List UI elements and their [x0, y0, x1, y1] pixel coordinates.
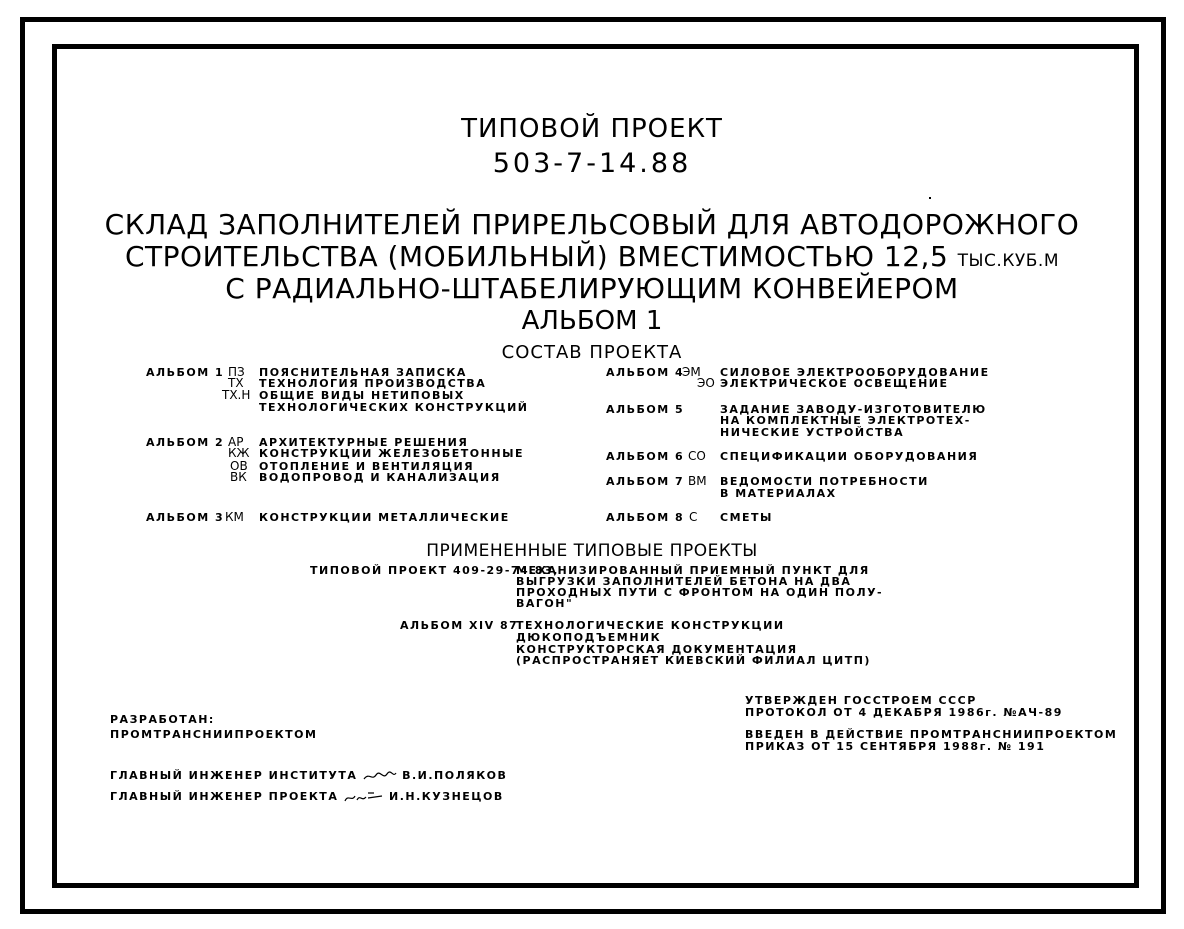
applied-0-line-1: ВЫГРУЗКИ ЗАПОЛНИТЕЛЕЙ БЕТОНА НА ДВА — [516, 575, 852, 588]
signature-row-2 — [110, 790, 504, 804]
album-8-item-0: СМЕТЫ — [720, 511, 773, 524]
signature-name-2: И.Н.КУЗНЕЦОВ — [389, 790, 504, 803]
applied-1-line-0: ТЕХНОЛОГИЧЕСКИЕ КОНСТРУКЦИИ — [516, 619, 785, 632]
album-3-item-0: КОНСТРУКЦИИ МЕТАЛЛИЧЕСКИЕ — [259, 511, 510, 524]
applied-0-line-3: ВАГОН" — [516, 597, 574, 610]
approval-line-2: ПРОТОКОЛ ОТ 4 ДЕКАБРЯ 1986г. №АЧ-89 — [745, 706, 1063, 719]
album-7-label: АЛЬБОМ 7 — [606, 475, 685, 488]
title-line-1: СКЛАД ЗАПОЛНИТЕЛЕЙ ПРИРЕЛЬСОВЫЙ ДЛЯ АВТОДОРОЖНОГО — [104, 208, 1080, 241]
applied-ref-0: ТИПОВОЙ ПРОЕКТ 409-29-74.83, — [310, 564, 559, 577]
project-number: 503-7-14.88 — [492, 148, 692, 179]
album-5-item-1: НА КОМПЛЕКТНЫЕ ЭЛЕКТРОТЕХ- — [720, 414, 971, 427]
album-1-code-2: ТХ.Н — [222, 388, 251, 402]
album-1-label: АЛЬБОМ 1 — [146, 366, 225, 379]
applied-0-line-2: ПРОХОДНЫХ ПУТИ С ФРОНТОМ НА ОДИН ПОЛУ- — [516, 586, 884, 599]
approval-line-4: ПРИКАЗ ОТ 15 СЕНТЯБРЯ 1988г. № 191 — [745, 740, 1046, 753]
album-8-label: АЛЬБОМ 8 — [606, 511, 685, 524]
project-type-label: ТИПОВОЙ ПРОЕКТ — [461, 114, 723, 144]
album-7-item-1: В МАТЕРИАЛАХ — [720, 487, 837, 500]
album-5-item-0: ЗАДАНИЕ ЗАВОДУ-ИЗГОТОВИТЕЛЮ — [720, 403, 987, 416]
composition-heading: СОСТАВ ПРОЕКТА — [501, 342, 683, 363]
album-2-code-3: ВК — [230, 470, 247, 484]
album-2-code-0: АР — [228, 435, 244, 449]
approval-line-3: ВВЕДЕН В ДЕЙСТВИЕ ПРОМТРАНСНИИПРОЕКТОМ — [745, 728, 1118, 741]
album-1-item-1: ТЕХНОЛОГИЯ ПРОИЗВОДСТВА — [259, 377, 487, 390]
signature-row-1 — [110, 770, 507, 782]
album-2-item-0: АРХИТЕКТУРНЫЕ РЕШЕНИЯ — [259, 436, 469, 449]
speck — [929, 197, 931, 199]
album-4-code-0: ЭМ — [682, 365, 701, 379]
album-1-item-2: ОБЩИЕ ВИДЫ НЕТИПОВЫХ — [259, 389, 465, 402]
applied-1-line-3: (РАСПРОСТРАНЯЕТ КИЕВСКИЙ ФИЛИАЛ ЦИТП) — [516, 654, 871, 667]
applied-ref-1: АЛЬБОМ XIV 87 — [400, 619, 519, 632]
signature-role-1: ГЛАВНЫЙ ИНЖЕНЕР ИНСТИТУТА — [110, 769, 358, 782]
album-8-code-0: С — [689, 510, 698, 524]
album-2-item-3: ВОДОПРОВОД И КАНАЛИЗАЦИЯ — [259, 471, 501, 484]
approval-line-1: УТВЕРЖДЕН ГОССТРОЕМ СССР — [745, 694, 977, 707]
signature-role-2: ГЛАВНЫЙ ИНЖЕНЕР ПРОЕКТА — [110, 790, 339, 803]
album-1-item-0: ПОЯСНИТЕЛЬНАЯ ЗАПИСКА — [259, 366, 467, 379]
developer-label: РАЗРАБОТАН: — [110, 713, 215, 726]
applied-1-line-1: ДЮКОПОДЪЕМНИК — [516, 631, 662, 644]
handwritten-signature-1 — [363, 770, 397, 782]
title-line-2-text: СТРОИТЕЛЬСТВА (МОБИЛЬНЫЙ) ВМЕСТИМОСТЬЮ 12,5 — [125, 240, 949, 273]
album-1-item-3: ТЕХНОЛОГИЧЕСКИХ КОНСТРУКЦИЙ — [259, 401, 529, 414]
album-1-code-0: ПЗ — [228, 365, 245, 379]
album-6-label: АЛЬБОМ 6 — [606, 450, 685, 463]
album-7-code-0: ВМ — [688, 474, 707, 488]
title-line-2 — [0, 240, 1184, 273]
album-2-code-1: КЖ — [228, 446, 250, 460]
album-number: АЛЬБОМ 1 — [521, 306, 663, 336]
developer-org: ПРОМТРАНСНИИПРОЕКТОМ — [110, 728, 318, 741]
album-4-item-0: СИЛОВОЕ ЭЛЕКТРООБОРУДОВАНИЕ — [720, 366, 990, 379]
album-2-item-2: ОТОПЛЕНИЕ И ВЕНТИЛЯЦИЯ — [259, 460, 475, 473]
applied-heading: ПРИМЕНЕННЫЕ ТИПОВЫЕ ПРОЕКТЫ — [426, 541, 758, 561]
applied-0-line-0: МЕХАНИЗИРОВАННЫЙ ПРИЕМНЫЙ ПУНКТ ДЛЯ — [516, 564, 870, 577]
album-6-code-0: СО — [688, 449, 706, 463]
album-5-label: АЛЬБОМ 5 — [606, 403, 685, 416]
applied-1-line-2: КОНСТРУКТОРСКАЯ ДОКУМЕНТАЦИЯ — [516, 643, 798, 656]
album-2-code-2: ОВ — [230, 459, 248, 473]
album-1-code-1: ТХ — [228, 376, 244, 390]
album-5-item-2: НИЧЕСКИЕ УСТРОЙСТВА — [720, 426, 905, 439]
album-4-label: АЛЬБОМ 4 — [606, 366, 685, 379]
album-4-item-1: ЭЛЕКТРИЧЕСКОЕ ОСВЕЩЕНИЕ — [720, 377, 949, 390]
handwritten-signature-2 — [344, 790, 384, 804]
album-2-item-1: КОНСТРУКЦИИ ЖЕЛЕЗОБЕТОННЫЕ — [259, 447, 524, 460]
title-line-3: С РАДИАЛЬНО-ШТАБЕЛИРУЮЩИМ КОНВЕЙЕРОМ — [225, 272, 959, 305]
album-2-label: АЛЬБОМ 2 — [146, 436, 225, 449]
album-4-code-1: ЭО — [697, 376, 715, 390]
signature-name-1: В.И.ПОЛЯКОВ — [402, 769, 508, 782]
album-3-code-0: КМ — [225, 510, 244, 524]
album-3-label: АЛЬБОМ 3 — [146, 511, 225, 524]
album-7-item-0: ВЕДОМОСТИ ПОТРЕБНОСТИ — [720, 475, 929, 488]
title-line-2-unit: ТЫС.КУБ.М — [957, 251, 1059, 271]
album-6-item-0: СПЕЦИФИКАЦИИ ОБОРУДОВАНИЯ — [720, 450, 979, 463]
